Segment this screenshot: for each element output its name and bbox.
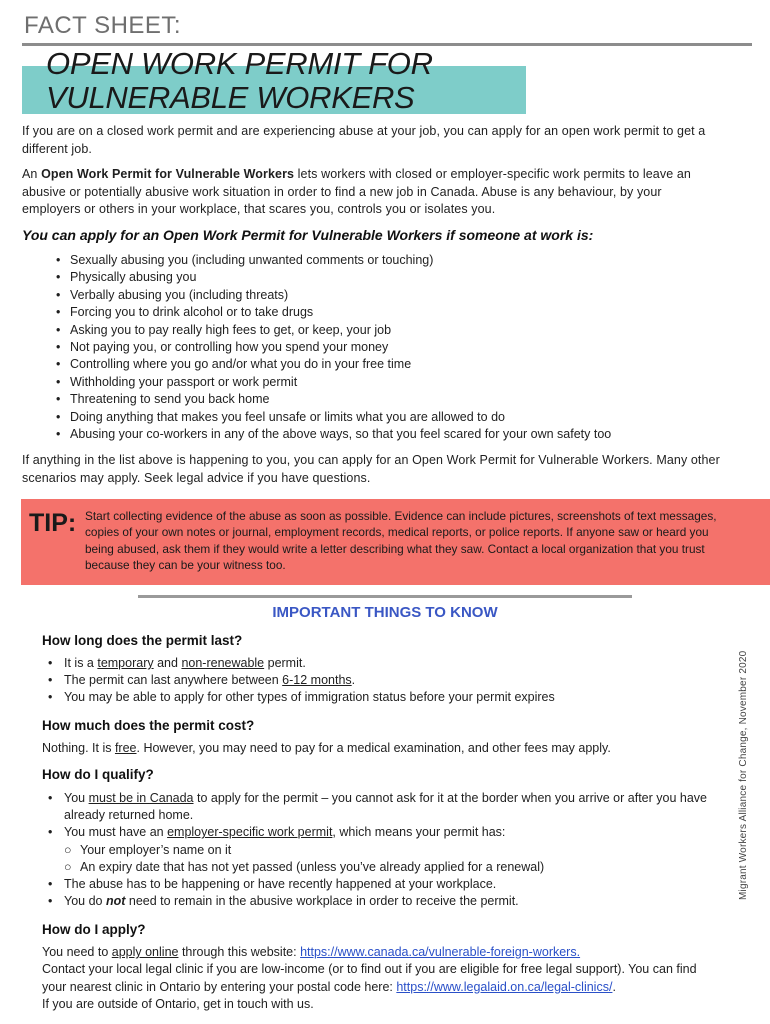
cost-heading: How much does the permit cost? [42, 718, 255, 733]
abuse-list [56, 252, 611, 443]
list-item: • Physically abusing you [56, 270, 197, 285]
fact-sheet-kicker: FACT SHEET: [24, 12, 182, 39]
list-item: • Withholding your passport or work permit [56, 374, 298, 389]
qualify-sublist [64, 842, 728, 876]
canada-link[interactable]: https://www.canada.ca/vulnerable-foreign-workers. [300, 945, 581, 959]
intro-p2-rest: lets workers with closed or employer-specific work permits to leave an abusive or potentially abusive work situation in order to find a new job in Canada. Abuse is any behaviour, by your employers or others in your workplace, that scares you, controls you or isolates you. [22, 167, 691, 217]
apply-line-3: If you are outside of Ontario, get in touch with us. [42, 997, 314, 1012]
legal-clinics-link[interactable]: https://www.legalaid.on.ca/legal-clinics/ [396, 979, 613, 994]
page-title [46, 47, 516, 115]
tip-label: TIP: [29, 509, 77, 537]
list-item: • Controlling where you go and/or what you do in your free time [56, 357, 412, 372]
apply-heading: How do I apply? [42, 922, 146, 937]
section-divider [138, 595, 632, 598]
list-item: • Not paying you, or controlling how you spend your money [56, 340, 389, 355]
intro-paragraph-2 [22, 166, 722, 219]
list-item: • It is a temporary and non-renewable permit. [48, 656, 306, 670]
list-item: ○ An expiry date that has not yet passed (unless you’ve already applied for a renewal) [64, 859, 545, 874]
credit-vertical-text: Migrant Workers Alliance for Change, November 2020 [738, 650, 749, 900]
list-item: • The abuse has to be happening or have recently happened at your workplace. [48, 877, 497, 892]
title-line-1: OPEN WORK PERMIT FOR [46, 46, 433, 81]
list-item: • Sexually abusing you (including unwanted comments or touching) [56, 253, 434, 267]
list-item: • Doing anything that makes you feel unsafe or limits what you are allowed to do [56, 409, 505, 424]
apply-line-2: Contact your local legal clinic if you are low-income (or to find out if you are eligible for free legal support). You can find your nearest clinic in Ontario by entering your postal code here: https://www.legalaid.on.ca/legal-clinics/. [42, 962, 697, 994]
title-line-2: VULNERABLE WORKERS [46, 80, 415, 115]
after-list-paragraph: If anything in the list above is happening to you, you can apply for an Open Work Permit for Vulnerable Workers. Many other scenarios may apply. Seek legal advice if you have questions. [22, 453, 720, 485]
list-item: • You must be in Canada to apply for the permit – you cannot ask for it at the border when you arrive or after you have already returned home. [48, 791, 707, 823]
intro-p2-bold: Open Work Permit for Vulnerable Workers [41, 167, 295, 181]
list-item: • Abusing your co-workers in any of the above ways, so that you feel scared for your own safety too [56, 427, 612, 442]
qualify-list [48, 790, 728, 910]
list-item: • Forcing you to drink alcohol or to take drugs [56, 305, 314, 320]
tip-text: Start collecting evidence of the abuse as soon as possible. Evidence can include pictures, screenshots of text messages, copies of your own notes or journal, employment records, medical reports, or police reports. If anyone saw or heard you being abused, ask them if they would write a letter describing what they saw. Contact a local organization that you trust because they can be your witness too. [85, 509, 717, 572]
apply-line-1: You need to apply online through this website: https://www.canada.ca/vulnerable-foreign-workers. [42, 945, 581, 959]
list-item: • Verbally abusing you (including threats) [56, 287, 289, 302]
important-heading: IMPORTANT THINGS TO KNOW [272, 604, 498, 621]
can-apply-heading: You can apply for an Open Work Permit for Vulnerable Workers if someone at work is: [22, 227, 594, 243]
list-item: ○ Your employer’s name on it [64, 842, 232, 857]
list-item: • Threatening to send you back home [56, 392, 270, 407]
list-item: • Asking you to pay really high fees to get, or keep, your job [56, 322, 392, 337]
list-item: • The permit can last anywhere between 6-12 months. [48, 673, 356, 688]
list-item: • You may be able to apply for other types of immigration status before your permit expires [48, 690, 555, 705]
qualify-heading: How do I qualify? [42, 767, 154, 782]
list-item: • You must have an employer-specific work permit, which means your permit has: ○ Your employer’s name on it ○ An expiry date that has not yet passed (unless you’ve already applied for a renewal) [48, 824, 728, 876]
how-long-list [48, 655, 728, 707]
how-long-heading: How long does the permit last? [42, 633, 243, 648]
intro-p2-prefix: An [22, 167, 42, 181]
intro-paragraph-1: If you are on a closed work permit and are experiencing abuse at your job, you can apply for an open work permit to get a different job. [22, 124, 706, 156]
apply-paragraph [42, 944, 722, 1014]
cost-paragraph: Nothing. It is free. However, you may need to pay for a medical examination, and other fees may apply. [42, 741, 611, 755]
list-item: • You do not need to remain in the abusive workplace in order to receive the permit. [48, 894, 519, 909]
